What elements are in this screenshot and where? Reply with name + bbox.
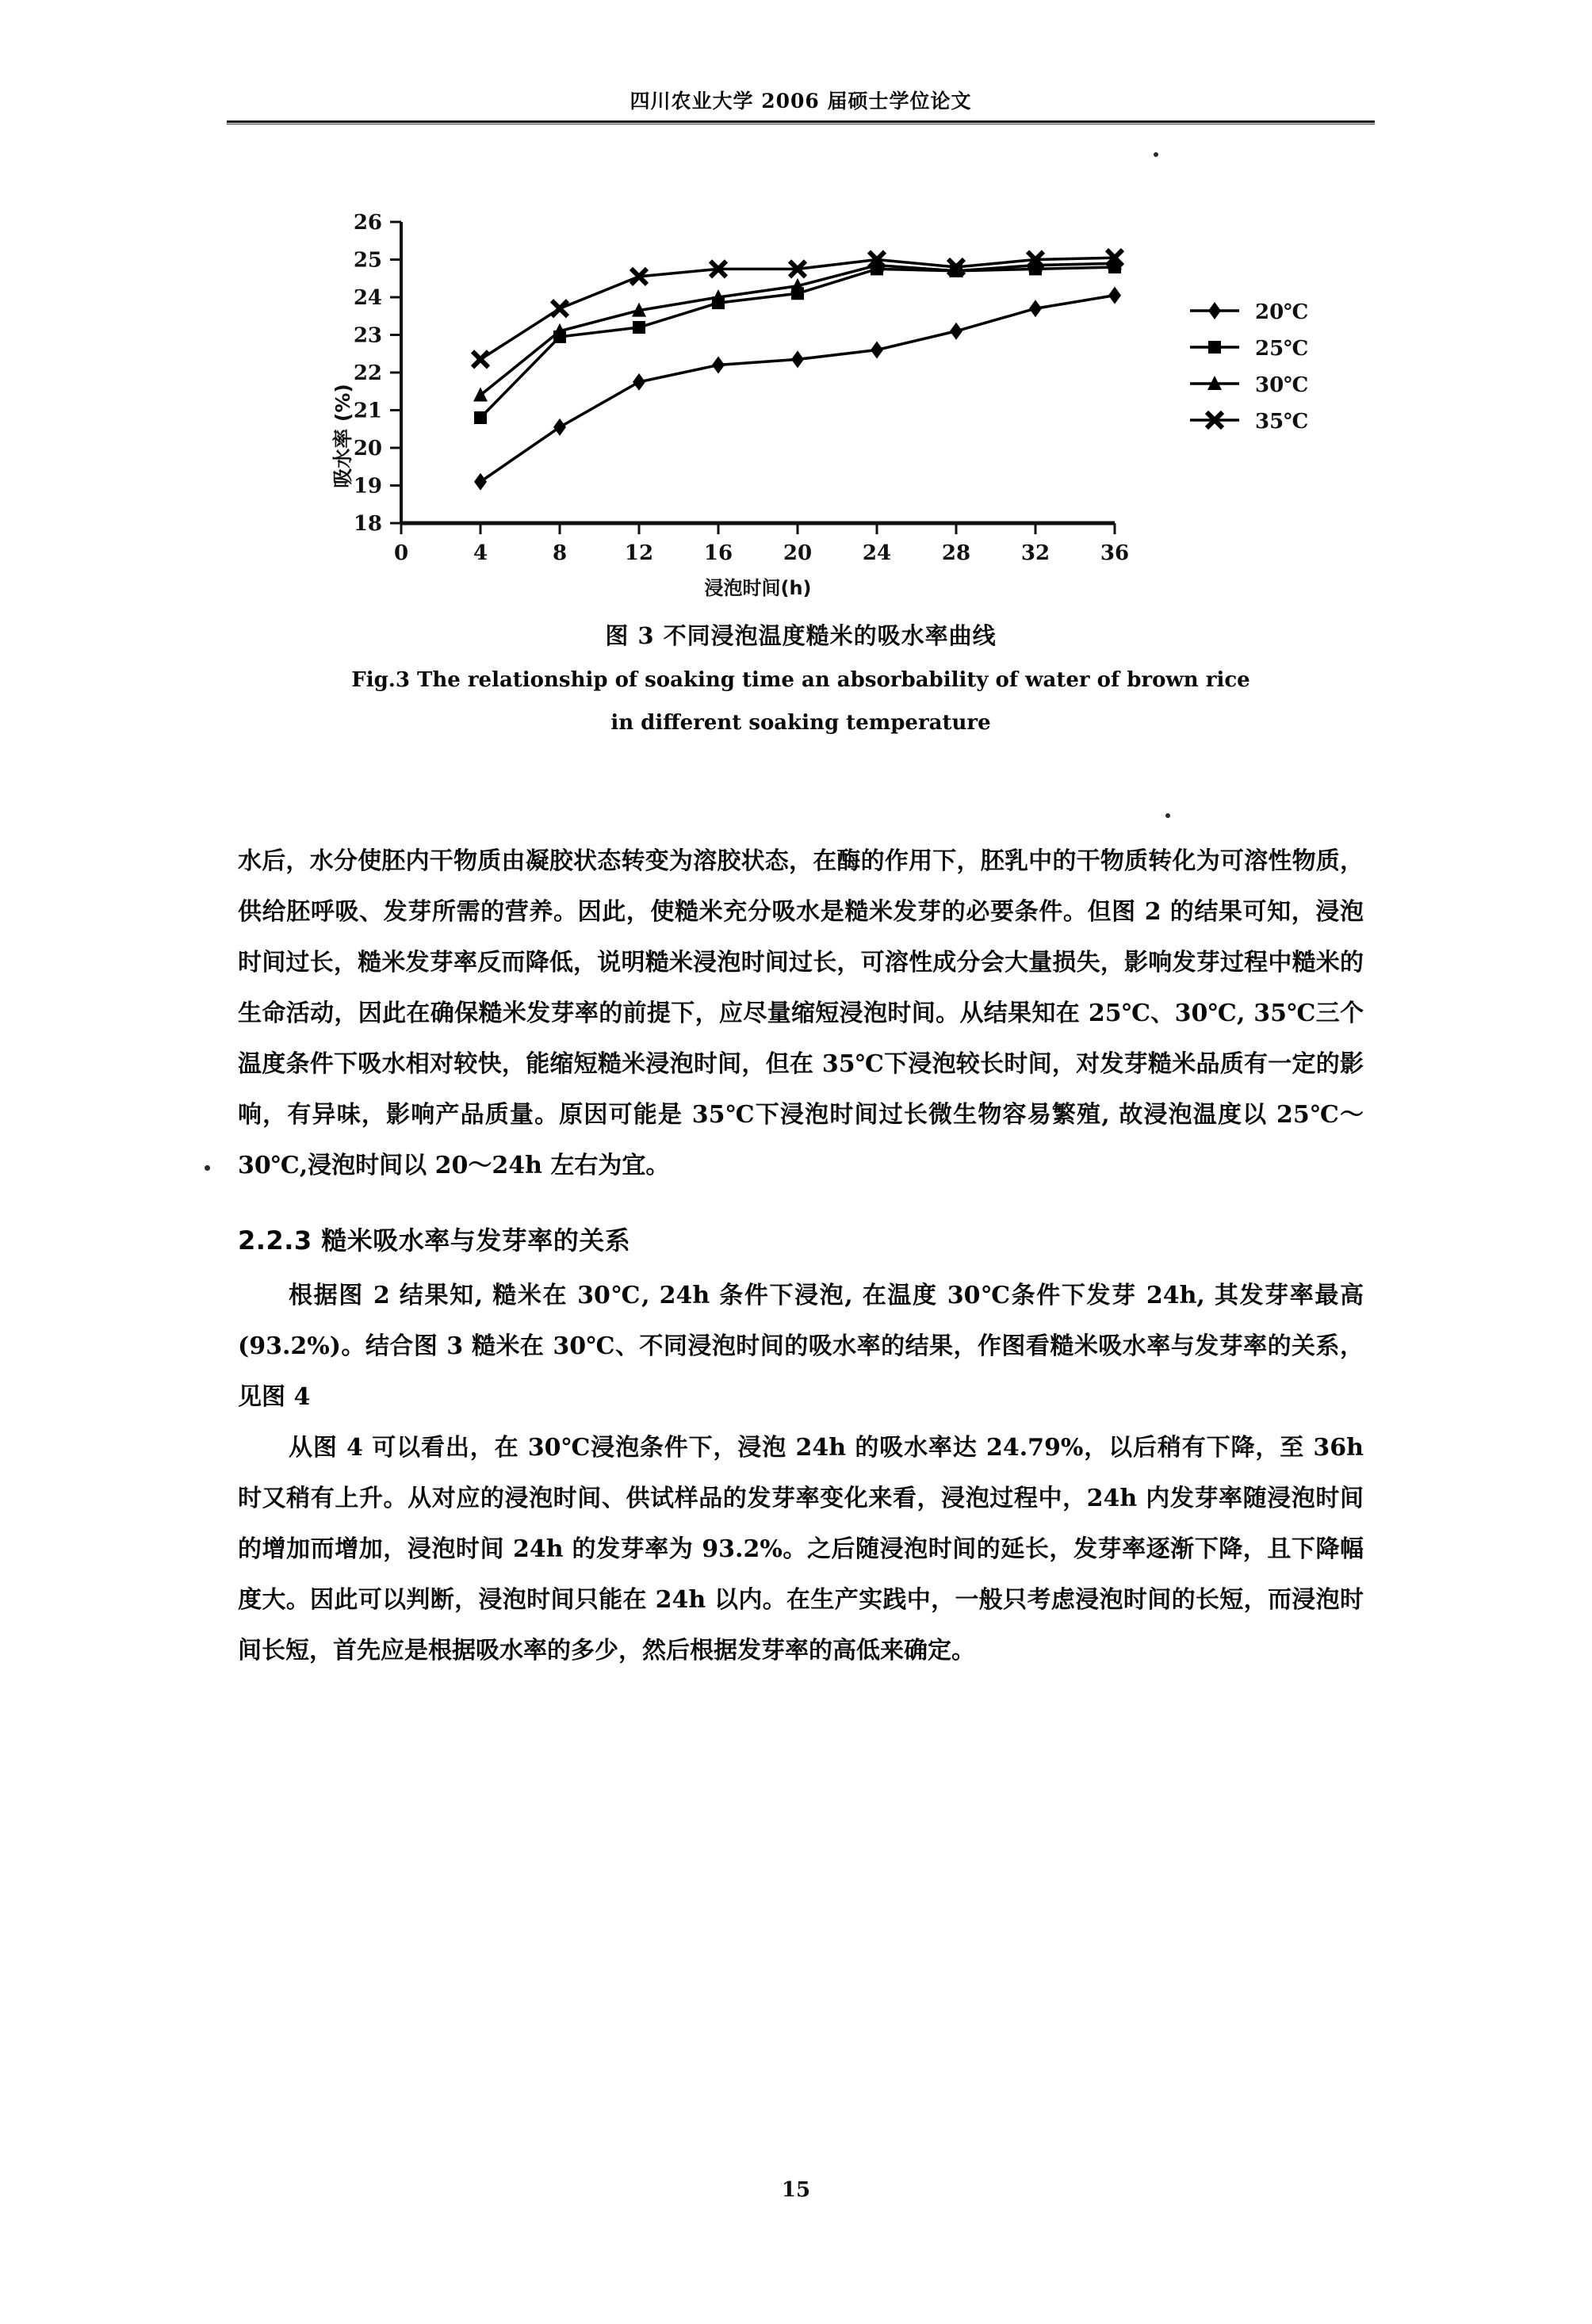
legend-label: 30℃ [1255, 373, 1309, 397]
y-tick-label: 24 [353, 286, 382, 310]
legend-label: 35℃ [1255, 410, 1309, 434]
y-axis-ticks [354, 211, 401, 536]
series-35 [473, 250, 1123, 367]
marker-cross [473, 351, 488, 367]
legend-item-30 [1190, 373, 1308, 397]
x-tick-label: 4 [473, 541, 488, 565]
water-absorption-line-chart [227, 198, 1375, 610]
y-tick-label: 26 [353, 211, 382, 235]
x-tick-label: 28 [941, 541, 971, 565]
paragraph-germination-basis: 根据图 2 结果知, 糙米在 30℃, 24h 条件下浸泡, 在温度 30℃条件下发芽 24h, 其发芽率最高 (93.2%)。结合图 3 糙米在 30℃、不同浸泡时间的吸水率的结果，作图看糙米吸水率与发芽率的关系，见图 4 [238, 1282, 1364, 1411]
paragraph-figure4-analysis: 从图 4 可以看出，在 30℃浸泡条件下，浸泡 24h 的吸水率达 24.79%，以后稍有下降，至 36h 时又稍有上升。从对应的浸泡时间、供试样品的发芽率变化来看，浸泡过程中，24h 内发芽率随浸泡时间的增加而增加，浸泡时间 24h 的发芽率为 93.2%。之后随浸泡时间的延长，发芽率逐渐下降，且下降幅度大。因此可以判断，浸泡时间只能在 24h 以内。在生产实践中，一般只考虑浸泡时间的长短，而浸泡时间长短，首先应是根据吸水率的多少，然后根据发芽率的高低来确定。 [238, 1434, 1364, 1665]
x-tick-label: 8 [552, 541, 568, 565]
chart-legend [1190, 300, 1308, 434]
marker-square [633, 321, 645, 334]
y-tick-label: 21 [353, 399, 382, 423]
document-body [238, 836, 1364, 1676]
chart-series-group [473, 250, 1123, 491]
marker-cross [552, 300, 568, 316]
marker-diamond [1108, 287, 1121, 304]
y-tick-label: 20 [353, 437, 382, 461]
header-rule [227, 120, 1375, 123]
print-speck [205, 1165, 210, 1171]
y-tick-label: 25 [353, 248, 382, 273]
marker-diamond [633, 373, 645, 391]
x-tick-label: 24 [862, 541, 892, 565]
y-tick-label: 19 [353, 474, 382, 499]
legend-item-35 [1190, 410, 1308, 434]
y-tick-label: 18 [353, 512, 382, 536]
figure-caption-english-line2: in different soaking temperature [610, 711, 991, 735]
marker-diamond [712, 357, 725, 374]
marker-square [1208, 341, 1221, 354]
chart-container [227, 198, 1375, 610]
print-speck [1165, 813, 1170, 818]
paragraph-soaking-discussion: 水后，水分使胚内干物质由凝胶状态转变为溶胶状态，在酶的作用下，胚乳中的干物质转化为可溶性物质，供给胚呼吸、发芽所需的营养。因此，使糙米充分吸水是糙米发芽的必要条件。但图 2 的结果可知，浸泡时间过长，糙米发芽率反而降低，说明糙米浸泡时间过长，可溶性成分会大量损失，影响发芽过程中糙米的生命活动，因此在确保糙米发芽率的前提下，应尽量缩短浸泡时间。从结果知在 25℃、30℃, 35℃三个温度条件下吸水相对较快，能缩短糙米浸泡时间，但在 35℃下浸泡较长时间，对发芽糙米品质有一定的影响，有异味，影响产品质量。原因可能是 35℃下浸泡时间过长微生物容易繁殖, 故浸泡温度以 25℃～30℃,浸泡时间以 20～24h 左右为宜。 [238, 847, 1364, 1179]
marker-diamond [474, 473, 487, 491]
marker-diamond [871, 342, 883, 359]
series-line [480, 296, 1115, 482]
section-heading-2-2-3: 2.2.3 糙米吸水率与发芽率的关系 [238, 1225, 631, 1256]
series-30 [473, 255, 1122, 401]
x-tick-label: 20 [783, 541, 813, 565]
print-speck [1154, 152, 1158, 157]
figure-3 [227, 198, 1375, 735]
x-tick-label: 32 [1020, 541, 1050, 565]
marker-square [474, 411, 487, 424]
legend-item-20 [1190, 300, 1308, 324]
x-tick-label: 36 [1100, 541, 1130, 565]
y-tick-label: 22 [353, 361, 382, 385]
thesis-header-title: 四川农业大学 2006 届硕士学位论文 [630, 90, 972, 113]
legend-item-25 [1190, 337, 1308, 361]
y-tick-label: 23 [353, 323, 382, 348]
x-tick-label: 12 [624, 541, 654, 565]
marker-diamond [1029, 300, 1042, 317]
marker-diamond [791, 350, 804, 368]
marker-diamond [1208, 302, 1221, 319]
legend-label: 25℃ [1255, 337, 1309, 361]
page-number: 15 [781, 2178, 811, 2202]
marker-diamond [950, 323, 962, 340]
series-20 [474, 287, 1121, 491]
page-header [227, 86, 1375, 124]
legend-label: 20℃ [1255, 300, 1309, 324]
figure-caption-chinese: 图 3 不同浸泡温度糙米的吸水率曲线 [605, 622, 997, 649]
x-axis-ticks [394, 523, 1129, 565]
x-tick-label: 0 [393, 541, 409, 565]
marker-diamond [553, 419, 566, 436]
x-axis-label: 浸泡时间(h) [704, 577, 812, 599]
figure-caption-english-line1: Fig.3 The relationship of soaking time an absorbability of water of brown rice [351, 668, 1250, 692]
series-line [480, 258, 1115, 359]
y-axis-label: 吸水率 (%) [331, 384, 354, 488]
x-tick-label: 16 [703, 541, 733, 565]
